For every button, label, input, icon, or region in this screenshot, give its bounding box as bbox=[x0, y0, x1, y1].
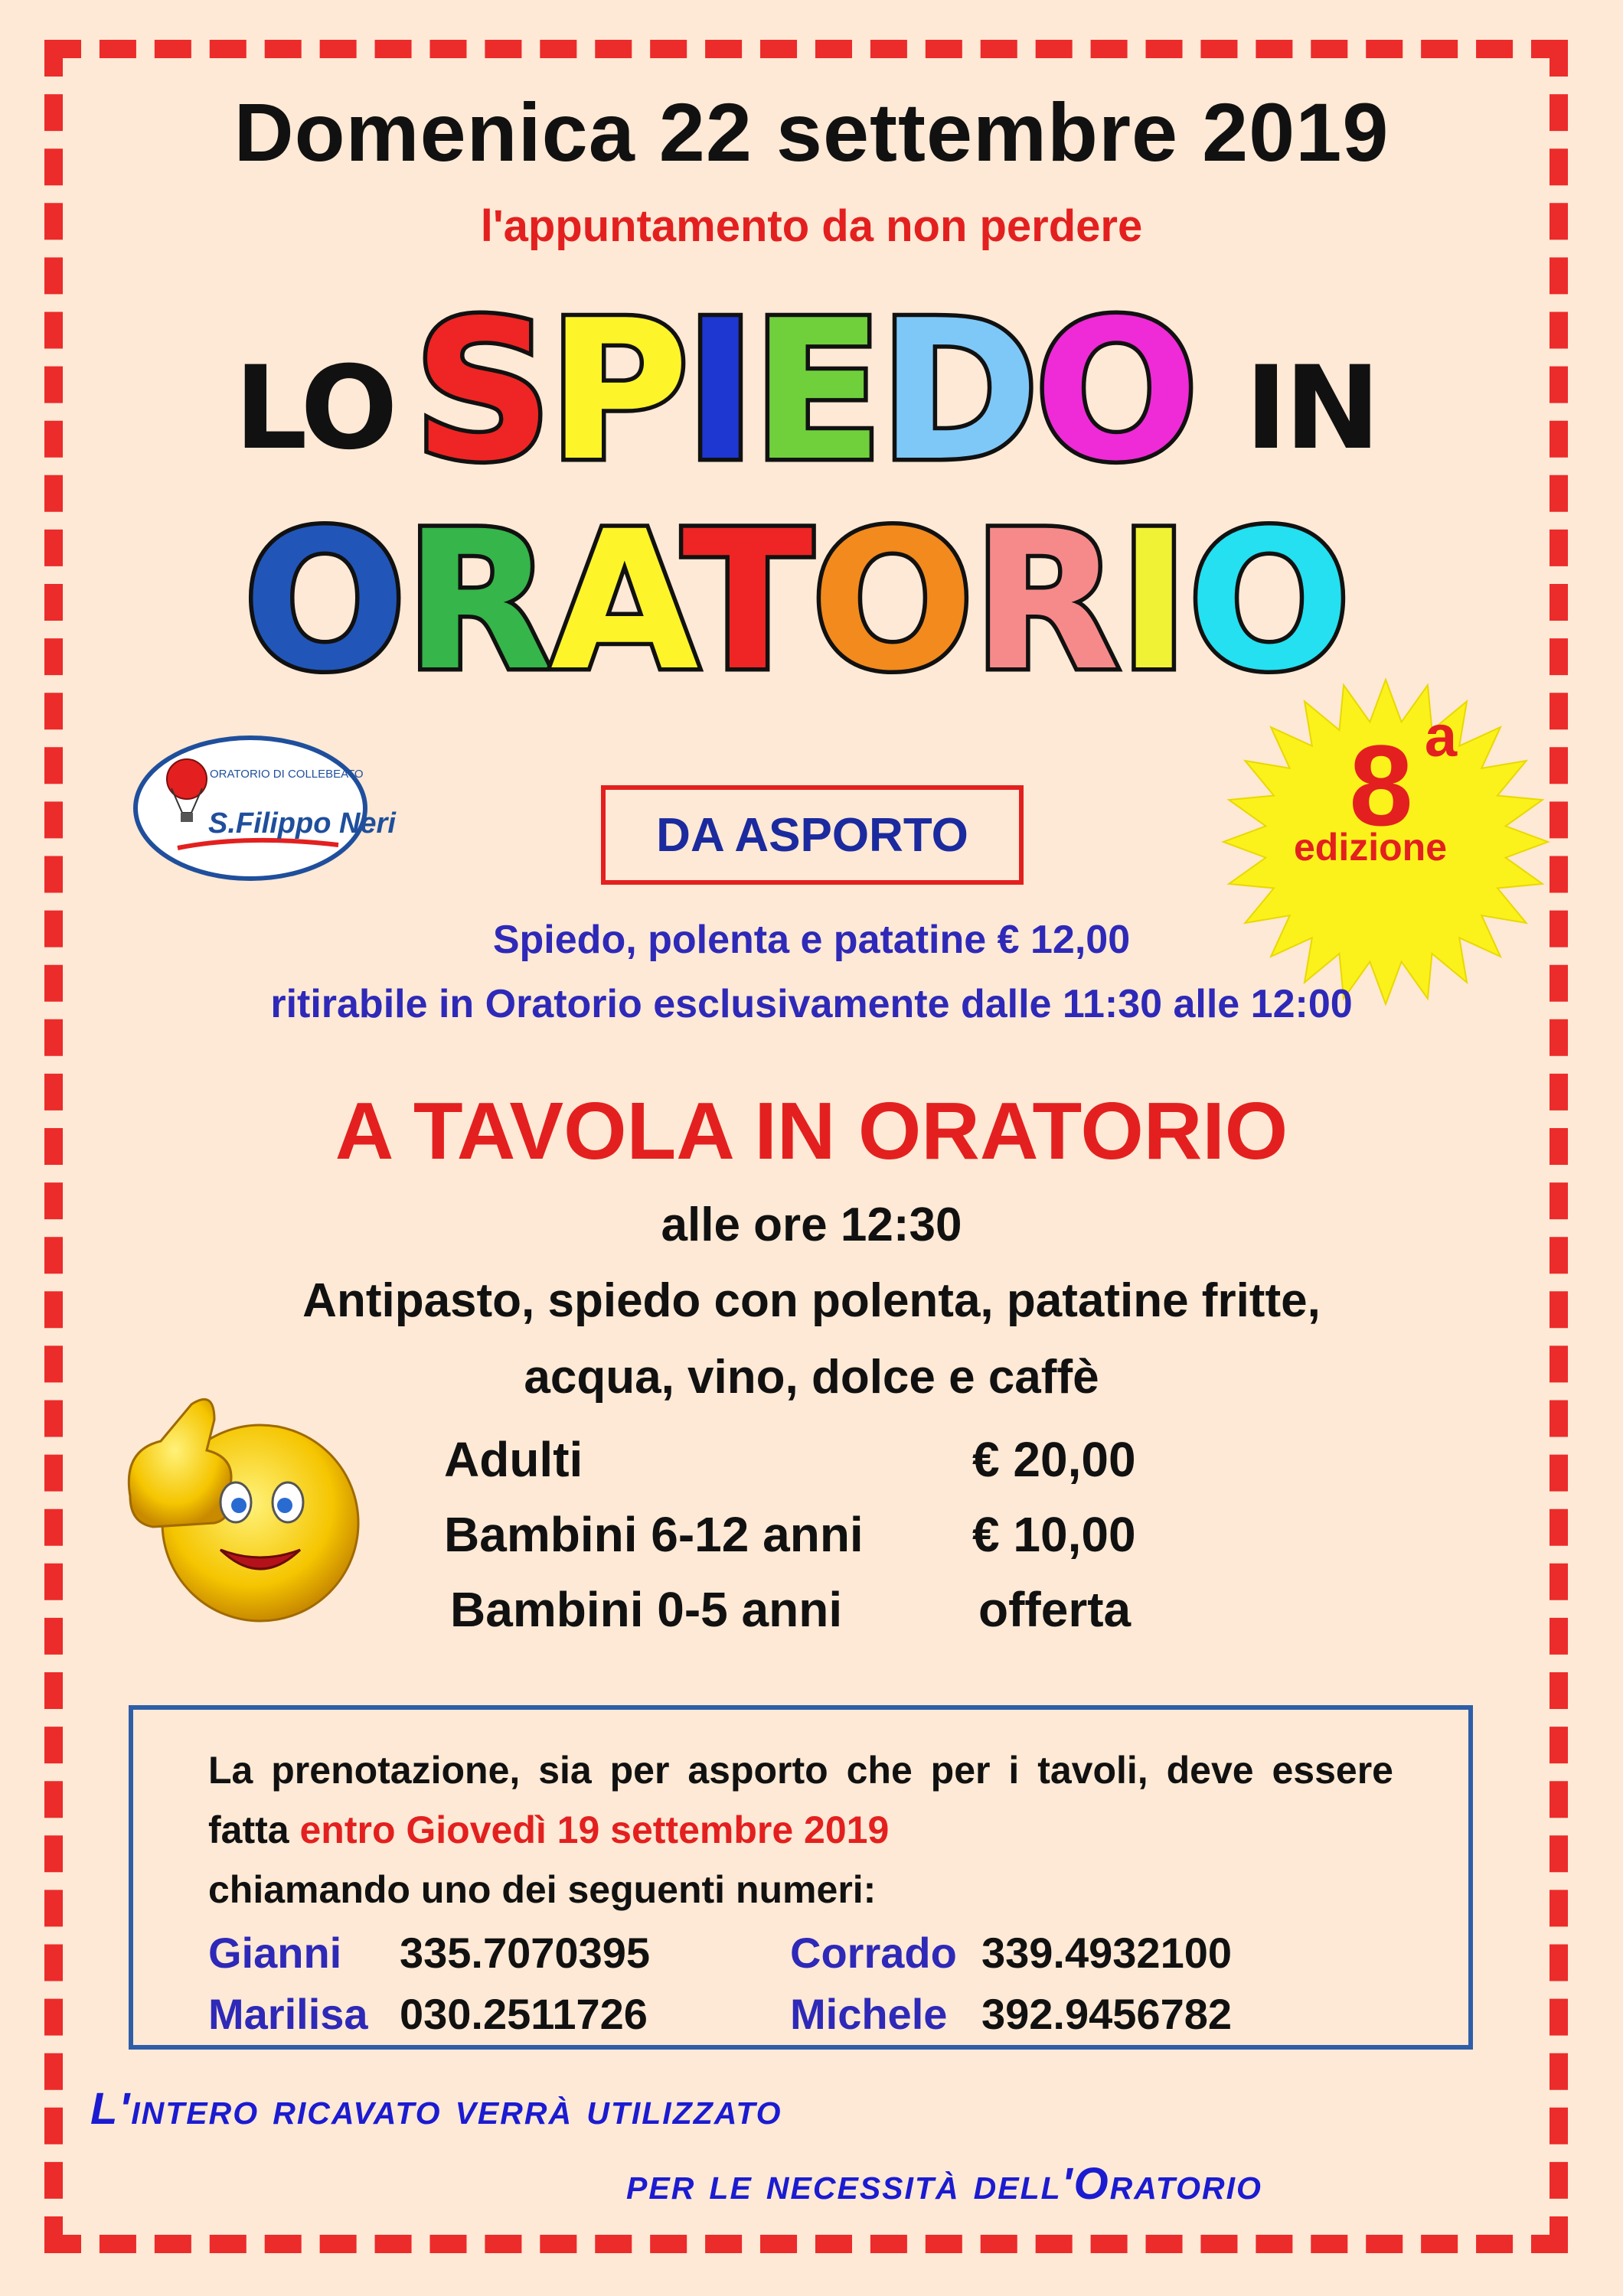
booking-text-part1: La prenotazione, sia per asporto che per i tavoli, deve essere fatta bbox=[208, 1749, 1393, 1851]
contact-number: 392.9456782 bbox=[981, 1990, 1233, 2038]
title-letter: O bbox=[811, 490, 973, 713]
title-letter: S bbox=[413, 279, 548, 504]
title-letter: O bbox=[1187, 490, 1350, 713]
contact-number: 335.7070395 bbox=[400, 1929, 651, 1977]
contact-number: 030.2511726 bbox=[400, 1990, 648, 2038]
title-letter: O bbox=[243, 490, 405, 713]
edition-number: 8 bbox=[1349, 721, 1413, 850]
price-value: offerta bbox=[978, 1582, 1132, 1637]
title-letter: E bbox=[751, 279, 880, 504]
asporto-line-2: ritirabile in Oratorio esclusivamente dalle 11:30 alle 12:00 bbox=[270, 982, 1353, 1026]
booking-box bbox=[129, 1705, 1473, 2050]
contact-name: Michele bbox=[790, 1990, 948, 2038]
menu-line-2: acqua, vino, dolce e caffè bbox=[524, 1351, 1099, 1404]
price-row bbox=[444, 1497, 1210, 1572]
price-table bbox=[444, 1422, 1210, 1647]
contact-number: 339.4932100 bbox=[981, 1929, 1233, 1977]
booking-text-part2: chiamando uno dei seguenti numeri: bbox=[208, 1868, 877, 1911]
title-word-spiedo bbox=[413, 279, 1194, 504]
asporto-box: DA ASPORTO bbox=[601, 785, 1024, 885]
footer-line-1: L'intero ricavato verrà utilizzato bbox=[90, 2084, 782, 2134]
title-letter: T bbox=[682, 490, 812, 713]
title-letter: R bbox=[972, 490, 1118, 713]
price-label: Bambini 6-12 anni bbox=[444, 1507, 864, 1562]
contact-name: Gianni bbox=[208, 1929, 342, 1977]
tavola-time: alle ore 12:30 bbox=[661, 1199, 962, 1251]
title-letter: R bbox=[404, 490, 551, 713]
title-row-2 bbox=[0, 490, 1623, 713]
footer-line-2: per le necessità dell'Oratorio bbox=[626, 2159, 1262, 2209]
price-value: € 10,00 bbox=[972, 1507, 1136, 1562]
price-value: € 20,00 bbox=[972, 1432, 1136, 1487]
title-row-1 bbox=[0, 279, 1623, 504]
price-label: Adulti bbox=[444, 1432, 583, 1487]
asporto-line-1: Spiedo, polenta e patatine € 12,00 bbox=[492, 918, 1131, 962]
price-label: Bambini 0-5 anni bbox=[450, 1582, 843, 1637]
tavola-title: A TAVOLA IN ORATORIO bbox=[335, 1086, 1288, 1176]
logo-line-2: S.Filippo Neri bbox=[208, 807, 396, 840]
title-letter: D bbox=[879, 279, 1035, 504]
price-row bbox=[444, 1572, 1210, 1647]
title-letter: P bbox=[547, 279, 685, 504]
oratorio-logo bbox=[132, 733, 396, 883]
title-letter: O bbox=[1034, 279, 1194, 504]
edition-superscript: a bbox=[1424, 704, 1458, 769]
thumbs-up-smiley-icon bbox=[100, 1358, 390, 1649]
event-date: Domenica 22 settembre 2019 bbox=[233, 86, 1390, 178]
title-letter: A bbox=[550, 490, 683, 713]
title-word-in: IN bbox=[1245, 342, 1378, 475]
contact-name: Corrado bbox=[790, 1929, 957, 1977]
tagline: l'appuntamento da non perdere bbox=[480, 201, 1143, 251]
title-word-oratorio bbox=[243, 490, 1349, 713]
contact-name: Marilisa bbox=[208, 1990, 368, 2038]
booking-deadline: entro Giovedì 19 settembre 2019 bbox=[299, 1808, 890, 1851]
contact-list bbox=[208, 1923, 1393, 2045]
title-letter: I bbox=[1118, 490, 1188, 713]
title-letter: I bbox=[684, 279, 752, 504]
title-word-lo: LO bbox=[234, 342, 395, 475]
price-row bbox=[444, 1422, 1210, 1497]
balloon-logo-icon bbox=[132, 733, 396, 883]
logo-line-1: ORATORIO DI COLLEBEATO bbox=[210, 768, 364, 781]
edition-label: edizione bbox=[1293, 826, 1448, 869]
menu-line-1: Antipasto, spiedo con polenta, patatine fritte, bbox=[302, 1274, 1321, 1327]
booking-text bbox=[208, 1740, 1393, 1919]
